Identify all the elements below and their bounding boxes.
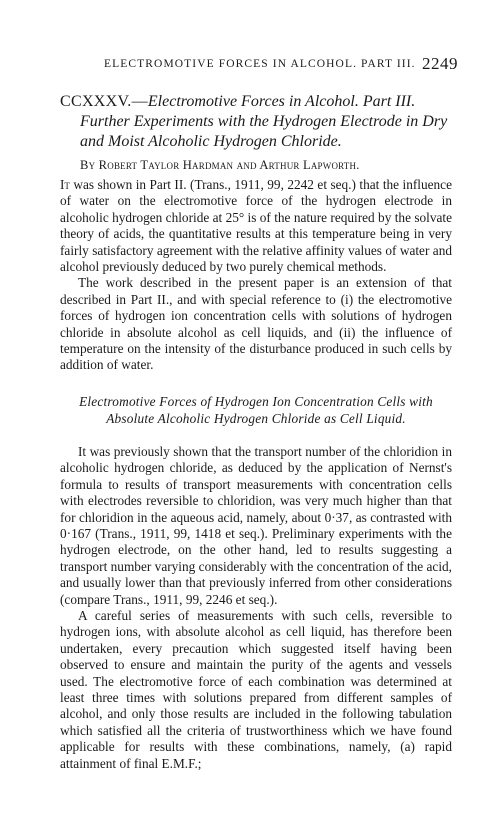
running-title: ELECTROMOTIVE FORCES IN ALCOHOL. PART III. (104, 58, 416, 70)
section-heading-line-2: Absolute Alcoholic Hydrogen Chloride as Cell Liquid. (106, 410, 406, 426)
paragraph-2: The work described in the present paper is an extension of that described in Part II., and with special reference to (i) the electromotive forces of hydrogen ion concentration cells with solutions of hydrogen chloride in absolute alcohol as cell liquids, and (ii) the influence of temperature on the intensity of the disturbance produced in such cells by addition of water. (60, 275, 452, 373)
section-heading (60, 393, 452, 427)
article-title-text: Electromotive Forces in Alcohol. Part III. Further Experiments with the Hydrogen Electrode in Dry and Moist Alcoholic Hydrogen Chloride. (80, 93, 448, 150)
page-number: 2249 (422, 54, 458, 73)
article-number: CCXXXV.— (60, 93, 148, 110)
paragraph-4: A careful series of measurements with such cells, reversible to hydrogen ions, with absolute alcohol as cell liquid, has therefore been undertaken, every precaution which suggested itself having been observed to ensure and maintain the purity of the agents and vessels used. The electromotive force of each combination was determined at least three times with solutions prepared from different samples of alcohol, and only those results are included in the following tabulation which satisfied all the criteria of trustworthiness which we have found applicable for results with these combinations, namely, (a) rapid attainment of final E.M.F.; (60, 607, 452, 771)
article-title (60, 92, 452, 152)
article-body (60, 92, 452, 772)
paragraph-1-text: was shown in Part II. (Trans., 1911, 99, 2242 et seq.) that the influence of water on the electromotive force of the hydrogen electrode in alcoholic hydrogen chloride at 25° is of the nature required by the solvate theory of acids, the quantitative results at this temperature being in very fairly satisfactory agreement with the relative affinity values of water and alcohol previously deduced by two purely chemical methods. (60, 177, 452, 275)
section-heading-line-1: Electromotive Forces of Hydrogen Ion Concentration Cells with (79, 393, 433, 409)
paragraph-1 (60, 177, 452, 275)
paragraph-1-lead: It (60, 177, 70, 192)
running-header (60, 54, 458, 76)
article-byline: By Robert Taylor Hardman and Arthur Lapworth. (80, 158, 360, 172)
paragraph-3: It was previously shown that the transport number of the chloridion in alcoholic hydrogen chloride, as deduced by the application of Nernst's formula to results of transport measurements with concentration cells with electrodes reversible to chloridion, was very much higher than that for chloridion in the aqueous acid, namely, about 0·37, as contrasted with 0·167 (Trans., 1911, 99, 1418 et seq.). Preliminary experiments with the hydrogen electrode, on the other hand, led to results suggesting a transport number varying considerably with the concentration of the acid, and usually lower than that previously inferred from other considerations (compare Trans., 1911, 99, 2246 et seq.). (60, 443, 452, 607)
